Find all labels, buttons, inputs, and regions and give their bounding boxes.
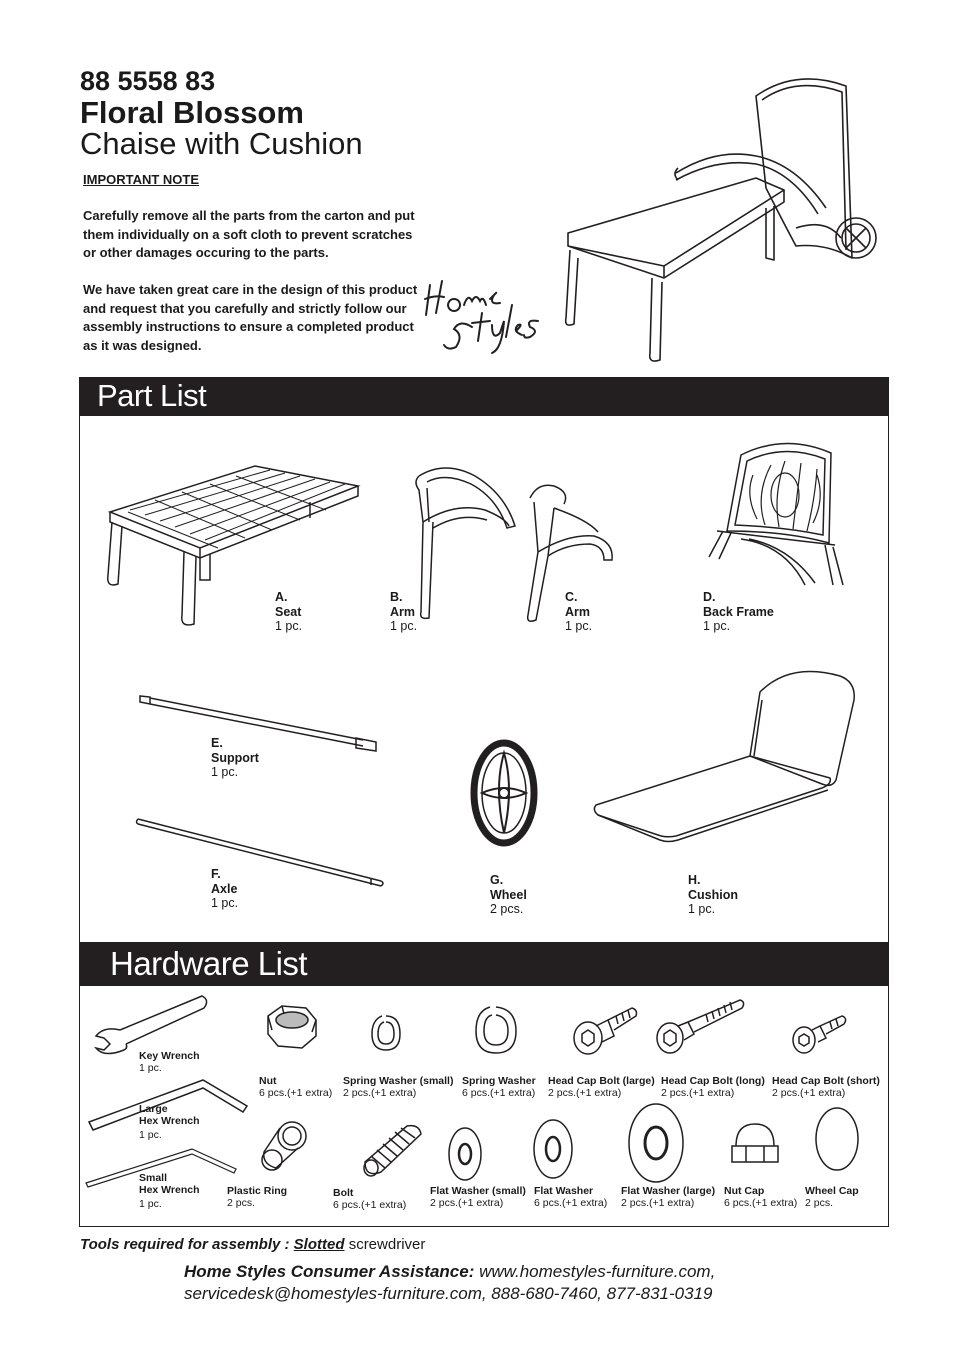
part-c-label: C. Arm 1 pc. — [565, 590, 593, 633]
back-frame-illustration — [705, 435, 855, 595]
part-h-label: H. Cushion 1 pc. — [688, 873, 738, 916]
head-cap-bolt-short-icon — [790, 1010, 850, 1056]
hw-plastic-ring-label: Plastic Ring 2 pcs. — [227, 1185, 288, 1209]
hw-key-wrench-label: Key Wrench 1 pc. — [139, 1050, 200, 1074]
assembled-chaise-illustration — [556, 68, 886, 368]
hw-head-cap-bolt-short-label: Head Cap Bolt (short) 2 pcs.(+1 extra) — [772, 1075, 880, 1099]
hw-flat-washer-large-label: Flat Washer (large) 2 pcs.(+1 extra) — [621, 1185, 716, 1209]
wheel-cap-icon — [812, 1104, 862, 1174]
part-d-label: D. Back Frame 1 pc. — [703, 590, 774, 633]
hw-bolt-label: Bolt 6 pcs.(+1 extra) — [333, 1187, 407, 1211]
hw-spring-washer-label: Spring Washer 6 pcs.(+1 extra) — [462, 1075, 536, 1099]
product-type: Chaise with Cushion — [80, 126, 363, 161]
head-cap-bolt-long-icon — [652, 994, 747, 1058]
hw-large-hex-wrench-label: Large Hex Wrench 1 pc. — [139, 1103, 200, 1141]
key-wrench-icon — [90, 992, 210, 1057]
support-rod-illustration — [138, 690, 383, 755]
spring-washer-small-icon — [368, 1012, 404, 1054]
part-list-title: Part List — [97, 378, 207, 413]
hw-flat-washer-small-label: Flat Washer (small) 2 pcs.(+1 extra) — [430, 1185, 526, 1209]
model-number: 88 5558 83 — [80, 66, 216, 96]
plastic-ring-icon — [254, 1118, 314, 1174]
note-paragraph-1: Carefully remove all the parts from the carton and put them individually on a soft cloth to prevent scratches or other damages occuring to the parts. — [83, 208, 415, 260]
hardware-list-title: Hardware List — [110, 945, 308, 982]
hw-flat-washer-label: Flat Washer 6 pcs.(+1 extra) — [534, 1185, 608, 1209]
consumer-assistance — [184, 1261, 715, 1305]
part-list-header — [79, 377, 889, 416]
part-e-label: E. Support 1 pc. — [211, 736, 259, 779]
flat-washer-large-icon — [624, 1100, 688, 1186]
head-cap-bolt-large-icon — [568, 1000, 640, 1058]
hw-head-cap-bolt-long-label: Head Cap Bolt (long) 2 pcs.(+1 extra) — [661, 1075, 765, 1099]
part-f-label: F. Axle 1 pc. — [211, 867, 239, 910]
seat-illustration — [100, 460, 365, 630]
arm-b-illustration — [405, 462, 520, 622]
spring-washer-icon — [470, 1003, 520, 1057]
tools-required-line — [80, 1236, 425, 1253]
note-paragraph-2: We have taken great care in the design of this product and request that you carefully and strictly follow our assembly instructions to ensure a completed product as it was designed. — [83, 282, 418, 353]
product-name: Floral Blossom — [80, 95, 304, 130]
axle-rod-illustration — [135, 815, 390, 890]
assistance-web: www.homestyles-furniture.com, — [479, 1262, 716, 1281]
tools-prefix: Tools required for assembly : — [80, 1236, 290, 1253]
hw-spring-washer-small-label: Spring Washer (small) 2 pcs.(+1 extra) — [343, 1075, 454, 1099]
hardware-list-header — [79, 942, 889, 986]
tools-suffix: screwdriver — [348, 1236, 426, 1253]
home-styles-logo — [420, 265, 555, 360]
flat-washer-icon — [530, 1116, 576, 1182]
hw-nut-label: Nut 6 pcs.(+1 extra) — [259, 1075, 333, 1099]
assistance-label: Home Styles Consumer Assistance: — [184, 1262, 475, 1281]
flat-washer-small-icon — [445, 1124, 485, 1184]
part-b-label: B. Arm 1 pc. — [390, 590, 418, 633]
nut-icon — [262, 1002, 322, 1052]
nut-cap-icon — [728, 1120, 782, 1170]
hw-nut-cap-label: Nut Cap 6 pcs.(+1 extra) — [724, 1185, 798, 1209]
hw-head-cap-bolt-large-label: Head Cap Bolt (large) 2 pcs.(+1 extra) — [548, 1075, 655, 1099]
part-g-label: G. Wheel 2 pcs. — [490, 873, 527, 916]
important-note-heading: IMPORTANT NOTE — [83, 172, 200, 187]
tools-highlight: Slotted — [293, 1236, 345, 1253]
cushion-illustration — [590, 660, 860, 845]
wheel-illustration — [468, 738, 540, 848]
part-a-label: A. Seat 1 pc. — [275, 590, 303, 633]
hw-small-hex-wrench-label: Small Hex Wrench 1 pc. — [139, 1172, 200, 1210]
bolt-icon — [355, 1120, 427, 1182]
hw-wheel-cap-label: Wheel Cap 2 pcs. — [805, 1185, 859, 1209]
assistance-contacts: servicedesk@homestyles-furniture.com, 888-680-7460, 877-831-0319 — [184, 1284, 713, 1303]
